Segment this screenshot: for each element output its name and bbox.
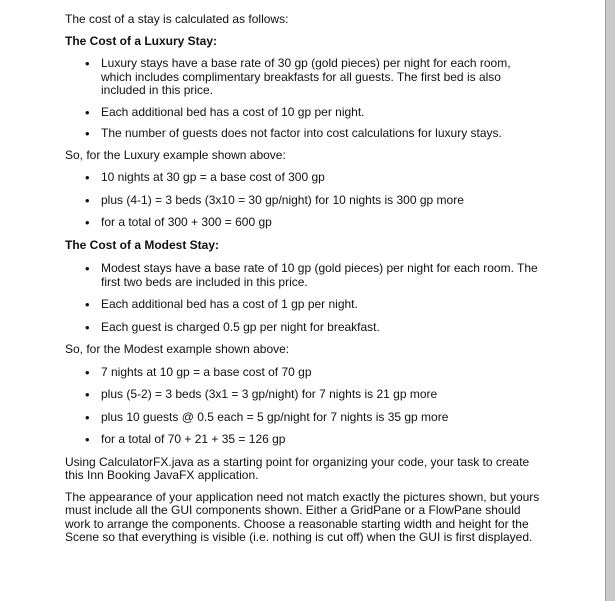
- modest-example-list: [65, 366, 540, 447]
- luxury-rules-list: [65, 57, 540, 141]
- document-body: [65, 13, 540, 545]
- list-item: • The number of guests does not factor into cost calculations for luxury stays.: [65, 127, 540, 141]
- list-item: • 10 nights at 30 gp = a base cost of 300 gp: [65, 171, 540, 185]
- luxury-example-list: [65, 171, 540, 230]
- list-item: • for a total of 70 + 21 + 35 = 126 gp: [65, 433, 540, 447]
- modest-heading: The Cost of a Modest Stay:: [65, 237, 220, 252]
- list-item: • Each guest is charged 0.5 gp per night for breakfast.: [65, 321, 540, 335]
- list-item: • 7 nights at 10 gp = a base cost of 70 gp: [65, 366, 540, 380]
- luxury-heading: The Cost of a Luxury Stay:: [65, 33, 218, 48]
- modest-rules-list: [65, 262, 540, 334]
- intro-text: The cost of a stay is calculated as follows:: [65, 12, 289, 26]
- appearance-paragraph: The appearance of your application need not match exactly the pictures shown, but yours must include all the GUI components shown. Either a GridPane or a FlowPane should work to arrange the components. Choose a reasonable starting width and height for the Scene so that everything is visible (i.e. nothing is cut off) when the GUI is first displayed.: [65, 489, 540, 544]
- list-item: • for a total of 300 + 300 = 600 gp: [65, 216, 540, 230]
- list-item: • Each additional bed has a cost of 10 gp per night.: [65, 106, 540, 120]
- list-item: • Each additional bed has a cost of 1 gp per night.: [65, 298, 540, 312]
- list-item: • Luxury stays have a base rate of 30 gp (gold pieces) per night for each room, which includes complimentary breakfasts for all guests. The first bed is also included in this price.: [65, 57, 540, 98]
- modest-example-intro: So, for the Modest example shown above:: [65, 342, 290, 356]
- list-item: • plus (5-2) = 3 beds (3x1 = 3 gp/night) for 7 nights is 21 gp more: [65, 388, 540, 402]
- luxury-example-intro: So, for the Luxury example shown above:: [65, 147, 286, 162]
- list-item: • plus (4-1) = 3 beds (3x10 = 30 gp/night) for 10 nights is 300 gp more: [65, 194, 540, 208]
- task-paragraph: Using CalculatorFX.java as a starting point for organizing your code, your task to create this Inn Booking JavaFX application.: [65, 454, 530, 482]
- list-item: • Modest stays have a base rate of 10 gp (gold pieces) per night for each room. The first two beds are included in this price.: [65, 262, 540, 289]
- scrollbar-track[interactable]: [605, 0, 615, 601]
- list-item: • plus 10 guests @ 0.5 each = 5 gp/night for 7 nights is 35 gp more: [65, 411, 540, 425]
